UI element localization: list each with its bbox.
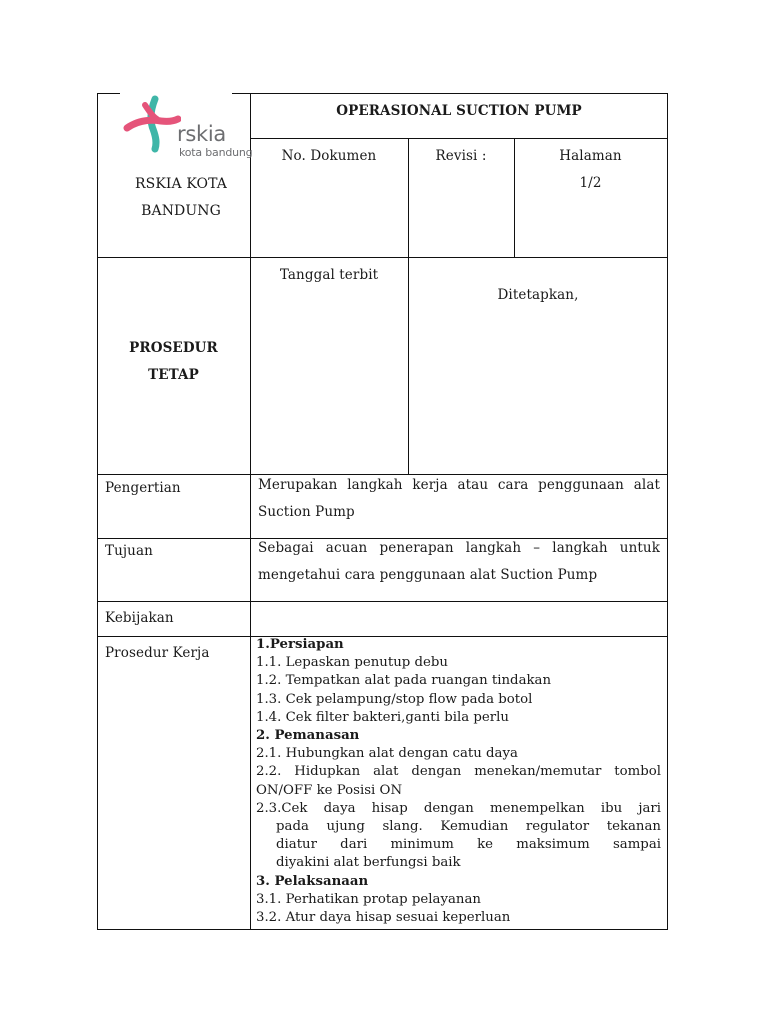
pengertian-text-line1: Merupakan langkah kerja atau cara penggunaan alat — [258, 477, 660, 493]
step-item-continuation: diatur dari minimum ke maksimum sampai — [276, 837, 661, 853]
prosedur-label: Prosedur Kerja — [105, 645, 210, 661]
table-bottom-border — [97, 929, 668, 930]
step-item: 2.2. Hidupkan alat dengan menekan/memutar tombol — [256, 764, 661, 780]
revision-label: Revisi : — [435, 148, 487, 164]
page-value: 1/2 — [579, 175, 602, 191]
step-item: 2.1. Hubungkan alat dengan catu daya — [256, 746, 518, 762]
logo-sub-text: kota bandung — [179, 146, 253, 159]
org-name-line2: BANDUNG — [141, 203, 221, 219]
tujuan-bottom-border — [97, 601, 668, 602]
step-section-title: 3. Pelaksanaan — [256, 873, 369, 889]
sop-document — [97, 93, 668, 930]
tujuan-text-line2: mengetahui cara penggunaan alat Suction Pump — [258, 567, 598, 583]
logo-brand-text: rskia — [177, 122, 226, 146]
pengertian-text-line2: Suction Pump — [258, 504, 355, 520]
rskia-logo — [119, 93, 253, 163]
step-section-title: 1.Persiapan — [256, 637, 344, 652]
step-item-continuation: diyakini alat berfungsi baik — [276, 855, 461, 871]
document-title: OPERASIONAL SUCTION PUMP — [336, 103, 582, 119]
tujuan-label: Tujuan — [105, 543, 153, 559]
approved-label: Ditetapkan, — [497, 287, 579, 303]
step-item: 2.3.Cek daya hisap dengan menempelkan ibu jari — [256, 800, 661, 816]
header-bottom-border — [97, 257, 668, 258]
kebijakan-label: Kebijakan — [105, 610, 174, 626]
step-item: 3.1. Perhatikan protap pelayanan — [256, 891, 481, 907]
step-item: 1.2. Tempatkan alat pada ruangan tindakan — [256, 673, 552, 689]
cross-teal-stroke — [151, 99, 156, 149]
step-item-continuation: ON/OFF ke Posisi ON — [256, 782, 403, 798]
pengertian-label: Pengertian — [105, 480, 181, 496]
step-item: 3.2. Atur daya hisap sesuai keperluan — [256, 910, 511, 926]
prosedur-steps — [256, 636, 661, 927]
page-label: Halaman — [559, 148, 622, 164]
table-right-border — [667, 93, 668, 930]
step-section-title: 2. Pemanasan — [256, 728, 360, 744]
table-top-border-right — [232, 93, 668, 94]
step-item: 1.3. Cek pelampung/stop flow pada botol — [256, 691, 533, 707]
table-top-border-left — [97, 93, 120, 94]
step-item: 1.1. Lepaskan penutup debu — [256, 655, 448, 671]
step-item: 1.4. Cek filter bakteri,ganti bila perlu — [256, 709, 509, 725]
issue-date-label: Tanggal terbit — [279, 267, 379, 283]
doc-number-label: No. Dokumen — [281, 148, 377, 164]
org-name-line1: RSKIA KOTA — [135, 176, 227, 192]
procedure-type-line1: PROSEDUR — [129, 340, 218, 356]
tujuan-text-line1: Sebagai acuan penerapan langkah – langkah untuk — [258, 540, 660, 556]
procedure-type-line2: TETAP — [148, 367, 199, 383]
cross-icon — [121, 95, 181, 153]
step-item-continuation: pada ujung slang. Kemudian regulator tekanan — [276, 819, 661, 835]
title-divider — [250, 138, 668, 139]
